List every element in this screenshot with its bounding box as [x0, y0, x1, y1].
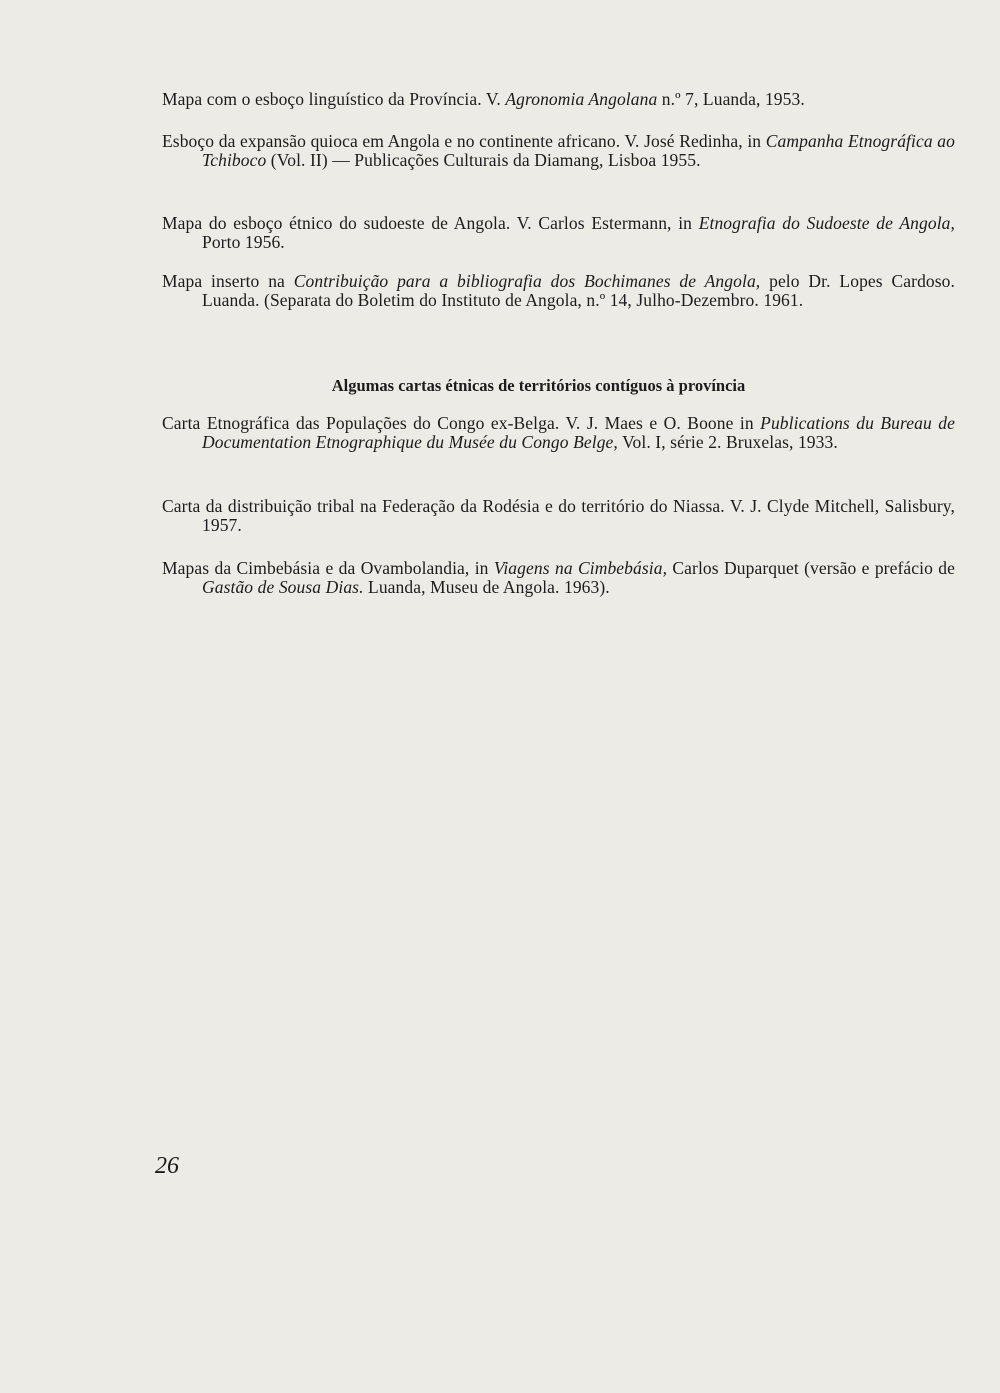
italic-title: Viagens na Cimbebásia,: [493, 558, 668, 578]
entry-text: Carta da distribuição tribal na Federação da Rodésia e do território do Niassa. V. J. Clyde Mitchell, Salisbury, 1957.: [162, 496, 955, 535]
bibliography-entry: [162, 272, 955, 310]
bibliography-entry: [162, 414, 955, 452]
italic-title: Gastão de Sousa Dias.: [202, 577, 364, 597]
entry-text: (Vol. II) — Publicações Culturais da Diamang, Lisboa 1955.: [266, 150, 701, 170]
entry-text: Carta Etnográfica das Populações do Congo ex-Belga. V. J. Maes e O. Boone in: [162, 413, 761, 433]
italic-title: Publications du Bureau de Documentation Etnographique du Musée du Congo Belge,: [202, 413, 956, 452]
bibliography-entry: [162, 90, 955, 109]
entry-text: Luanda, Museu de Angola. 1963).: [363, 577, 610, 597]
entry-text: pelo Dr. Lopes Cardoso. Luanda. (Separata do Boletim do Instituto de Angola, n.º 14, Julho-Dezembro. 1961.: [202, 271, 956, 310]
bibliography-entry: [162, 214, 955, 252]
entry-text: Mapas da Cimbebásia e da Ovambolandia, in: [162, 558, 494, 578]
entry-text: Mapa inserto na: [162, 271, 294, 291]
entry-text: Carlos Duparquet (versão e prefácio de: [667, 558, 955, 578]
italic-title: Agronomia Angolana: [505, 89, 658, 109]
bibliography-entry: [162, 132, 955, 170]
italic-title: Etnografia do Sudoeste de Angola,: [698, 213, 955, 233]
italic-title: Contribuição para a bibliografia dos Bochimanes de Angola,: [293, 271, 761, 291]
entry-text: Mapa do esboço étnico do sudoeste de Angola. V. Carlos Estermann, in: [162, 213, 699, 233]
entry-text: Vol. I, série 2. Bruxelas, 1933.: [617, 432, 838, 452]
italic-title: Campanha Etnográfica ao Tchiboco: [202, 131, 955, 170]
entry-text: Mapa com o esboço linguístico da Província. V.: [162, 89, 506, 109]
entry-text: Porto 1956.: [202, 232, 285, 252]
entry-text: n.º 7, Luanda, 1953.: [657, 89, 805, 109]
section-heading: Algumas cartas étnicas de territórios contíguos à província: [331, 376, 746, 395]
bibliography-entry: [162, 559, 955, 597]
entry-text: Esboço da expansão quioca em Angola e no continente africano. V. José Redinha, in: [162, 131, 766, 151]
page-number: 26: [155, 1153, 179, 1179]
bibliography-entry: [162, 497, 955, 535]
